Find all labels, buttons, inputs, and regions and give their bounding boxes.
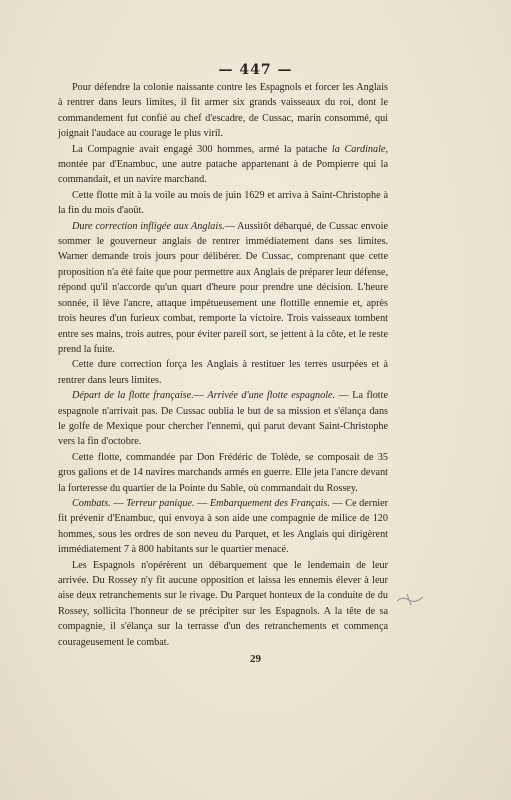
paragraph-text: — <box>193 390 208 402</box>
paragraph-text: — Aussitôt débarqué, de Cussac envoie sommer le gouverneur anglais de rentrer immédiatement dans ses limites. Warner demande trois jours pour délibérer. De Cussac, comprenant que cette proposition n'a été faite que pour permettre aux Anglais de préparer leur défense, répond qu'il n'accorde qu'un quart d'heure pour prendre une décision. L'heure sonnée, il lève l'ancre, attaque impétueusement une flottille ennemie et, après trois heures d'un furieux combat, remporte la victoire. Trois vaisseaux tombent entre ses mains, trois autres, pour éviter pareil sort, se jettent à la côte, et le reste prend la fuite. <box>58 220 388 355</box>
paragraph-text: — <box>194 497 210 509</box>
page-body-text <box>58 80 388 650</box>
signature-mark: 29 <box>250 653 261 665</box>
paragraph <box>58 142 388 188</box>
paragraph-text: , montée par d'Enambuc, une autre patache appartenant à de Pompierre qui la commandait, et un navire marchand. <box>58 143 388 186</box>
paragraph <box>58 450 388 496</box>
italic-heading-text: la Cardinale <box>331 143 386 155</box>
paragraph-text: Pour défendre la colonie naissante contre les Espagnols et forcer les Anglais à rentrer dans leurs limites, il fit armer six grands vaisseaux du roi, dont le commandement fut confié au chef d'escadre, de Cussac, marin consommé, qui joignait l'audace au courage le plus viril. <box>58 82 388 140</box>
paragraph-text: Cette dure correction força les Anglais à restituer les terres usurpées et à rentrer dans leurs limites. <box>58 359 388 386</box>
paragraph <box>58 388 388 450</box>
italic-heading-text: Embarquement des Français. <box>209 497 330 509</box>
italic-heading-text: Combats. <box>72 497 111 509</box>
paragraph-text: Cette flotte mit à la voile au mois de juin 1629 et arriva à Saint-Christophe à la fin du mois d'août. <box>58 189 388 217</box>
italic-heading-text: Arrivée d'une flotte espagnole. <box>207 390 336 402</box>
italic-heading-text: Dure correction infligée aux Anglais. <box>72 220 225 232</box>
italic-heading-text: Terreur panique. <box>126 497 195 509</box>
paragraph-text: Les Espagnols n'opérèrent un débarquement que le lendemain de leur arrivée. Du Rossey n'y fit aucune opposition et laissa les ennemis élever à leur aise deux retranchements sur le rivage. Du Parquet honteux de la conduite de du Rossey, sollicita l'honneur de se précipiter sur les Espagnols. A la tête de sa compagnie, il s'élança sur la terrasse d'un des retranchements et commença courageusement le combat. <box>58 559 388 648</box>
paragraph-text: La Compagnie avait engagé 300 hommes, armé la patache <box>72 143 332 155</box>
paragraph <box>58 80 388 142</box>
paragraph-text: — La flotte espagnole n'arrivait pas. De Cussac oublia le but de sa mission et s'élança dans le golfe de Mexique pour chercher l'ennemi, qui parut devant Saint-Christophe vers la fin d'octobre. <box>58 390 388 448</box>
paragraph-text: Cette flotte, commandée par Don Frédéric de Tolède, se composait de 35 gros galions et de 14 navires marchands armés en guerre. Elle jeta l'ancre devant la forteresse du quartier de la Pointe du Sable, où commandait du Rossey. <box>58 451 388 494</box>
paragraph <box>58 558 388 650</box>
page-number: — 447 — <box>218 62 293 78</box>
paragraph <box>58 219 388 358</box>
paragraph <box>58 357 388 388</box>
paragraph <box>58 188 388 219</box>
paragraph-text: — <box>110 497 127 509</box>
paragraph <box>58 496 388 558</box>
italic-heading-text: Départ de la flotte française. <box>72 390 194 402</box>
margin-pencil-mark <box>395 590 425 608</box>
paragraph-text: — Ce dernier fit prévenir d'Enambuc, qui envoya à son aide une compagnie de milice de 120 hommes, sous les ordres de son neveu du Parquet, et les Anglais qui dirigèrent immédiatement 7 à 800 habitants sur le quartier menacé. <box>58 497 389 556</box>
